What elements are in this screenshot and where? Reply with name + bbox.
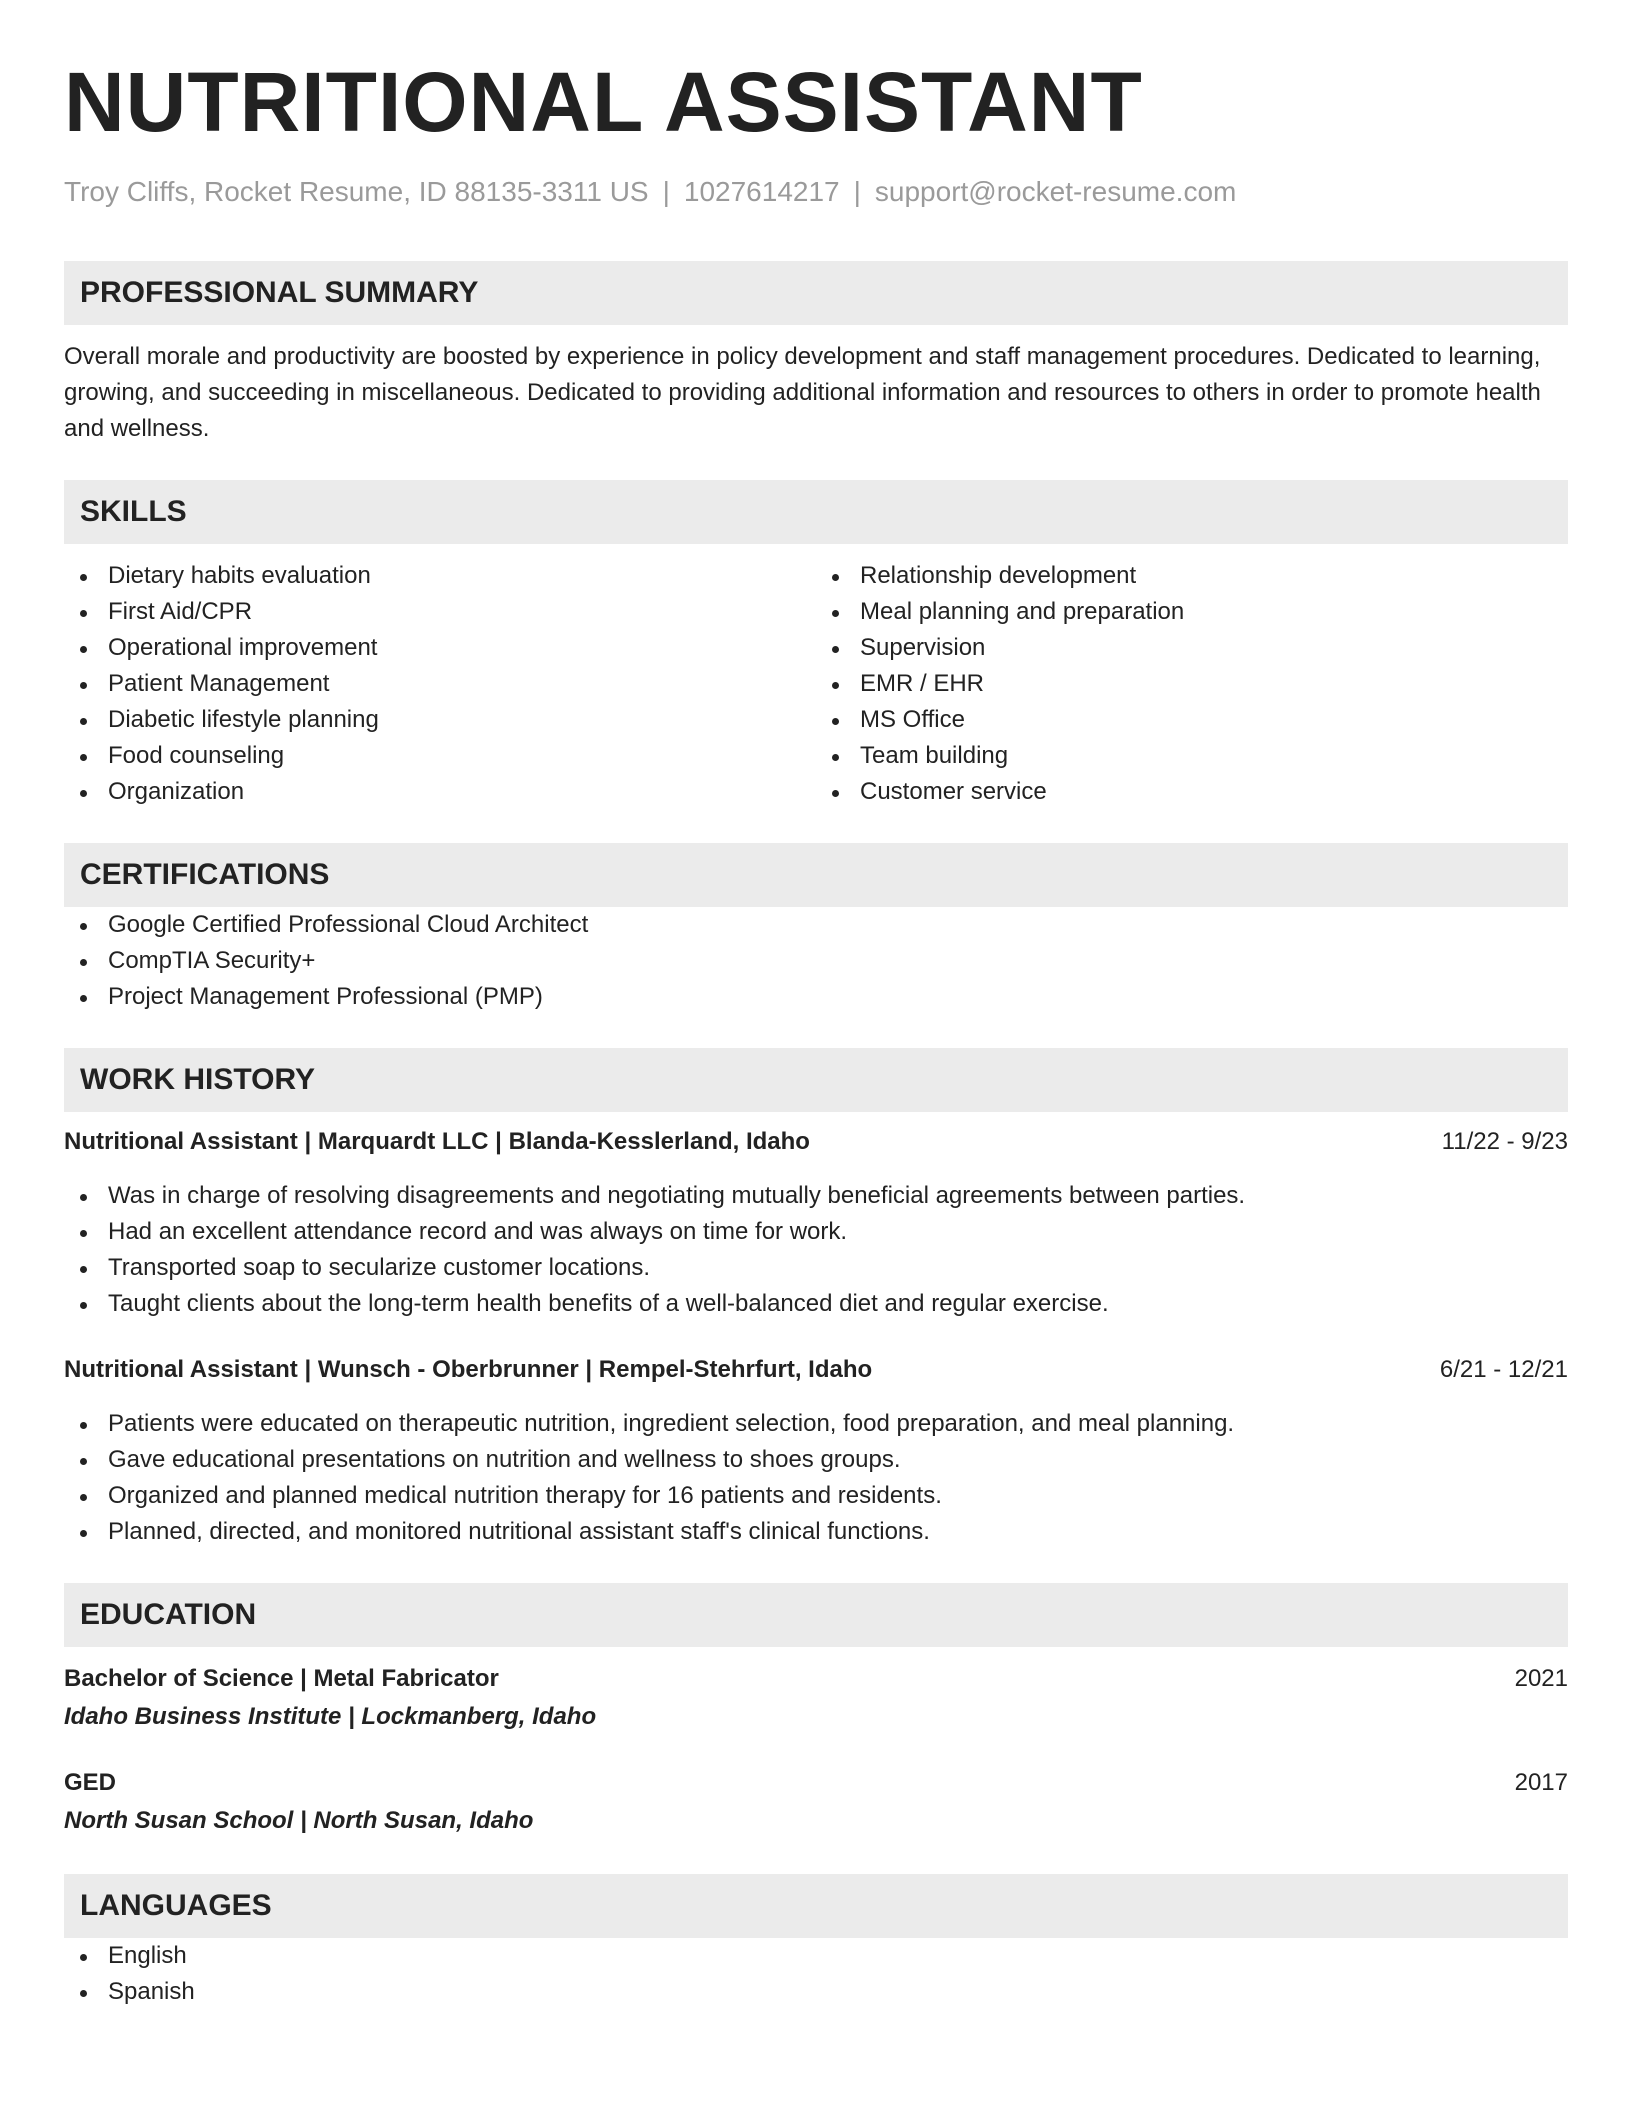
job-entry: [64, 1124, 1568, 1322]
education-header: [64, 1765, 1568, 1801]
resume-title: NUTRITIONAL ASSISTANT: [64, 55, 1143, 149]
job-bullets: [64, 1178, 1568, 1322]
job-header: [64, 1124, 1568, 1160]
skill-item: Dietary habits evaluation: [64, 558, 816, 594]
job-header: [64, 1352, 1568, 1388]
job-bullet: Taught clients about the long-term health benefits of a well-balanced diet and regular exercise.: [64, 1286, 1568, 1322]
skill-item: EMR / EHR: [816, 666, 1568, 702]
contact-address: Troy Cliffs, Rocket Resume, ID 88135-3311 US: [64, 176, 649, 207]
contact-phone: 1027614217: [683, 176, 840, 207]
skills-column-right: [816, 558, 1568, 810]
certification-item: Project Management Professional (PMP): [64, 979, 1568, 1015]
section-heading-skills: SKILLS: [64, 480, 1568, 544]
job-bullet: Gave educational presentations on nutrition and wellness to shoes groups.: [64, 1442, 1568, 1478]
language-item: English: [64, 1938, 1568, 1974]
education-entry: [64, 1661, 1568, 1737]
skill-item: Patient Management: [64, 666, 816, 702]
education-entry: [64, 1765, 1568, 1841]
job-dates: 11/22 - 9/23: [1441, 1128, 1568, 1155]
contact-separator: |: [662, 176, 670, 207]
job-bullet: Was in charge of resolving disagreements and negotiating mutually beneficial agreements between parties.: [64, 1178, 1568, 1214]
skills-column-left: [64, 558, 816, 810]
section-heading-education: EDUCATION: [64, 1583, 1568, 1647]
job-dates: 6/21 - 12/21: [1439, 1356, 1568, 1383]
skill-item: Food counseling: [64, 738, 816, 774]
job-bullets: [64, 1406, 1568, 1550]
contact-separator: |: [853, 176, 861, 207]
job-bullet: Patients were educated on therapeutic nutrition, ingredient selection, food preparation, and meal planning.: [64, 1406, 1568, 1442]
skill-item: Supervision: [816, 630, 1568, 666]
education-header: [64, 1661, 1568, 1697]
contact-line: [64, 174, 1568, 210]
education-degree: Bachelor of Science | Metal Fabricator: [64, 1665, 499, 1692]
certifications-list: [64, 907, 1568, 1015]
contact-email: support@rocket-resume.com: [874, 176, 1237, 207]
education-school: North Susan School | North Susan, Idaho: [64, 1807, 534, 1834]
skill-item: Team building: [816, 738, 1568, 774]
education-year: 2017: [1514, 1769, 1568, 1796]
skill-item: First Aid/CPR: [64, 594, 816, 630]
certification-item: CompTIA Security+: [64, 943, 1568, 979]
job-title: Nutritional Assistant | Marquardt LLC | Blanda-Kesslerland, Idaho: [64, 1128, 810, 1155]
skill-item: Diabetic lifestyle planning: [64, 702, 816, 738]
section-heading-certifications: CERTIFICATIONS: [64, 843, 1568, 907]
job-title: Nutritional Assistant | Wunsch - Oberbrunner | Rempel-Stehrfurt, Idaho: [64, 1356, 873, 1383]
certification-item: Google Certified Professional Cloud Architect: [64, 907, 1568, 943]
summary-text: Overall morale and productivity are boosted by experience in policy development and staff management procedures. Dedicated to learning, growing, and succeeding in miscellaneous. Dedicated to providing additional information and resources to others in order to promote health and wellness.: [64, 343, 1541, 442]
section-heading-languages: LANGUAGES: [64, 1874, 1568, 1938]
education-school: Idaho Business Institute | Lockmanberg, Idaho: [64, 1703, 597, 1730]
skill-item: Operational improvement: [64, 630, 816, 666]
job-bullet: Had an excellent attendance record and was always on time for work.: [64, 1214, 1568, 1250]
skills-grid: [64, 558, 1568, 810]
section-heading-summary: PROFESSIONAL SUMMARY: [64, 261, 1568, 325]
skill-item: Organization: [64, 774, 816, 810]
education-year: 2021: [1514, 1665, 1568, 1692]
job-bullet: Organized and planned medical nutrition therapy for 16 patients and residents.: [64, 1478, 1568, 1514]
job-bullet: Planned, directed, and monitored nutritional assistant staff's clinical functions.: [64, 1514, 1568, 1550]
skill-item: Relationship development: [816, 558, 1568, 594]
skill-item: MS Office: [816, 702, 1568, 738]
languages-list: [64, 1938, 1568, 2010]
skill-item: Meal planning and preparation: [816, 594, 1568, 630]
education-degree: GED: [64, 1769, 117, 1796]
job-entry: [64, 1352, 1568, 1550]
section-heading-work-history: WORK HISTORY: [64, 1048, 1568, 1112]
language-item: Spanish: [64, 1974, 1568, 2010]
skill-item: Customer service: [816, 774, 1568, 810]
job-bullet: Transported soap to secularize customer locations.: [64, 1250, 1568, 1286]
